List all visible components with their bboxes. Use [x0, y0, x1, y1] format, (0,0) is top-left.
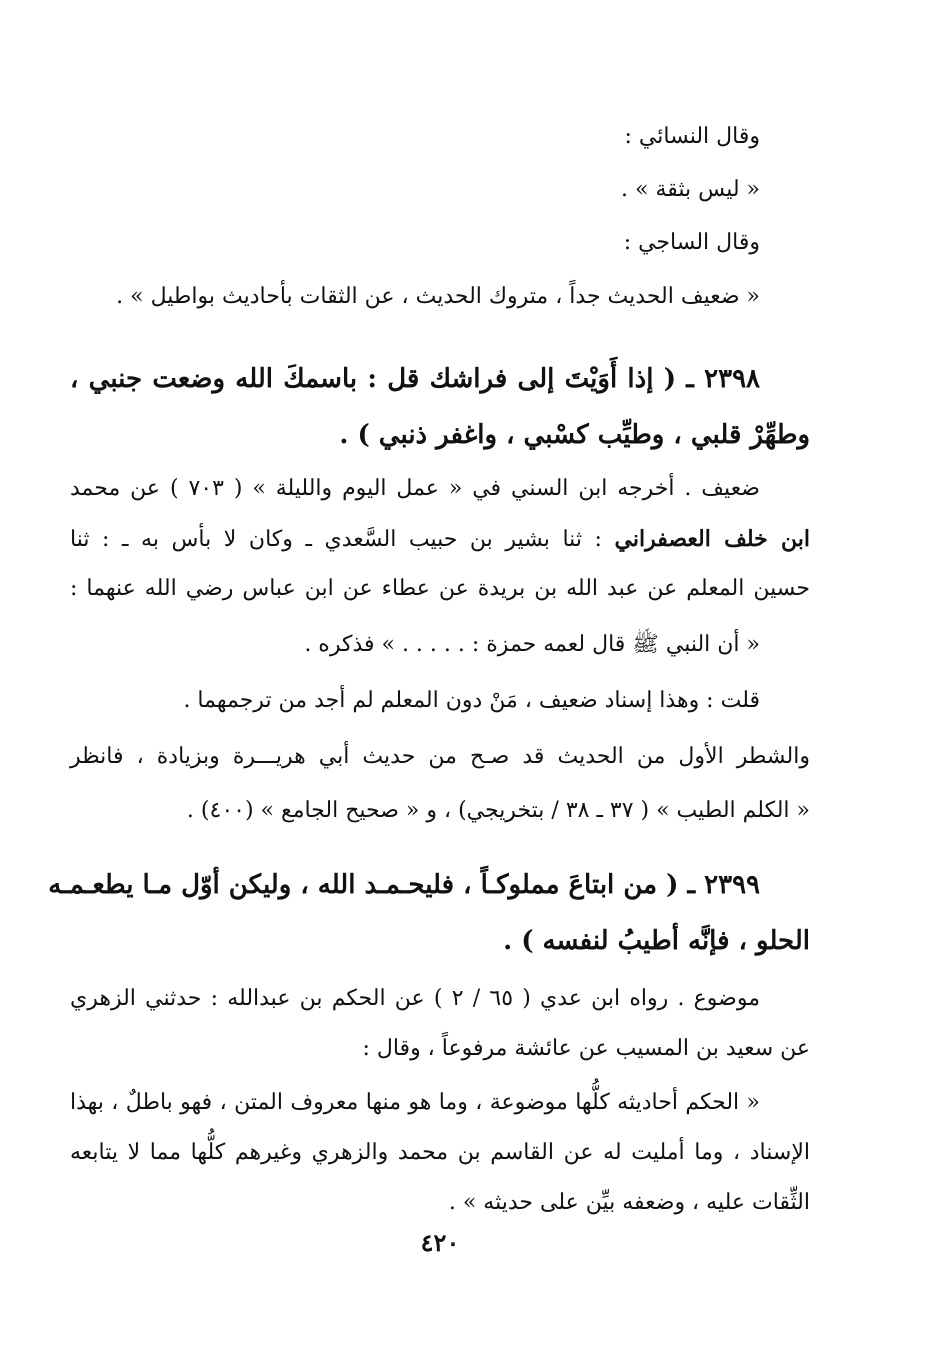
- ibn-adi-quote-line2: الإسناد ، وما أمليت له عن القاسم بن محمد والزهري وغيرهم كلُّها مما لا يتابعه: [70, 1140, 810, 1165]
- hadith-2398-text-line1: ضعيف . أخرجه ابن السني في « عمل اليوم والليلة » ( ٧٠٣ ) عن محمد: [70, 476, 760, 501]
- hadith-2399-text-line2: عن سعيد بن المسيب عن عائشة مرفوعاً ، وقال :: [362, 1036, 810, 1061]
- hadith-2398-heading-line1: ٢٣٩٨ ـ ( إذا أَوَيْتَ إلى فراشك قل : باسمكَ الله وضعت جنبي ،: [70, 364, 760, 394]
- ibn-adi-quote-line1: « الحكم أحاديثه كلُّها موضوعة ، وما هو منها معروف المتن ، فهو باطلٌ ، بهذا: [70, 1090, 760, 1115]
- hadith-2398-text-line3: حسين المعلم عن عبد الله بن بريدة عن عطاء عن ابن عباس رضي الله عنهما :: [70, 576, 810, 601]
- page-number: ٤٢٠: [420, 1228, 460, 1257]
- hadith-2399-heading-line2: الحلو ، فإنَّه أطيبُ لنفسه ) .: [503, 926, 810, 956]
- narrator-name: ابن خلف العصفراني: [614, 526, 810, 552]
- nasai-label: وقال النسائي :: [624, 124, 760, 149]
- chain-text: : ثنا بشير بن حبيب السَّعدي ـ وكان لا بأس به ـ : ثنا: [70, 527, 615, 552]
- hadith-2399-heading-line1: ٢٣٩٩ ـ ( من ابتاعَ مملوكـاً ، فليحـمـد الله ، وليكن أوّل مـا يطعـمـه: [48, 870, 760, 900]
- saji-quote: « ضعيف الحديث جداً ، متروك الحديث ، عن الثقات بأحاديث بواطيل » .: [116, 284, 760, 309]
- hadith-2399-text-line1: موضوع . رواه ابن عدي ( ٦٥ / ٢ ) عن الحكم بن عبدالله : حدثني الزهري: [70, 986, 761, 1011]
- saji-label: وقال الساجي :: [623, 230, 760, 255]
- hadith-2398-text-line2: [70, 524, 810, 555]
- nasai-quote: « ليس بثقة » .: [621, 177, 760, 202]
- ibn-adi-quote-line3: الثِّقات عليه ، وضعفه بيِّن على حديثه » .: [448, 1190, 810, 1215]
- hadith-2398-heading-line2: وطهِّرْ قلبي ، وطيِّب كسْبي ، واغفر ذنبي ) .: [339, 420, 810, 450]
- author-note: قلت : وهذا إسناد ضعيف ، مَنْ دون المعلم لم أجد من ترجمهما .: [183, 688, 760, 713]
- hadith-2398-quote: « أن النبي ﷺ قال لعمه حمزة : . . . . . » فذكره .: [304, 632, 760, 657]
- shatr-line1: والشطر الأول من الحديث قد صـح من حديث أبي هريـــرة وبزيادة ، فانظر: [70, 744, 810, 769]
- shatr-line2: « الكلم الطيب » ( ٣٧ ـ ٣٨ / بتخريجي) ، و « صحيح الجامع » (٤٠٠) .: [186, 798, 810, 823]
